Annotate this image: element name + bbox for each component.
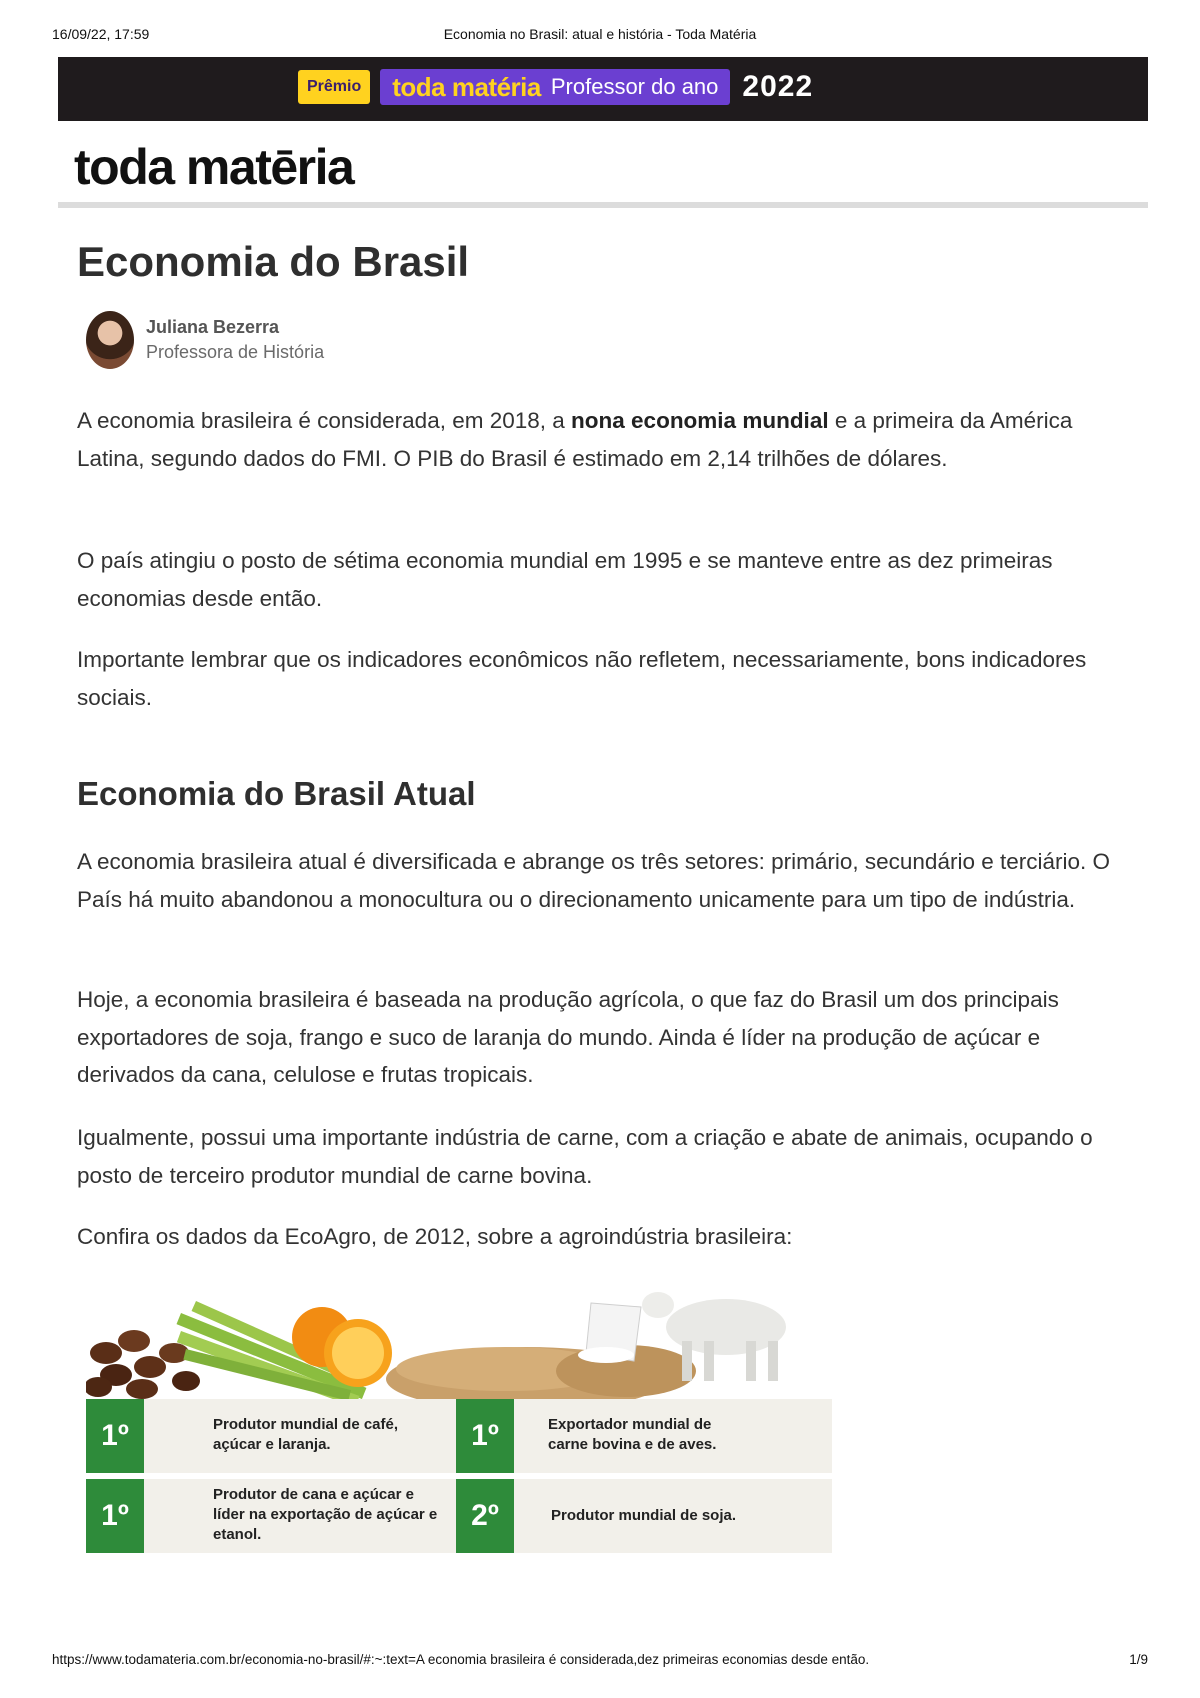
print-timestamp: 16/09/22, 17:59: [52, 26, 150, 42]
print-url[interactable]: https://www.todamateria.com.br/economia-no-brasil/#:~:text=A economia brasileira é considerada,dez primeiras economias desde então.: [52, 1652, 870, 1667]
award-banner[interactable]: [58, 57, 1148, 121]
infographic-table: [86, 1399, 832, 1553]
rank-badge: 1º: [86, 1399, 144, 1473]
infographic-cell: Produtor mundial de soja.: [551, 1507, 737, 1524]
rank-badge: 2º: [456, 1479, 514, 1553]
page-number: 1/9: [1129, 1652, 1148, 1667]
infographic-row: [86, 1399, 832, 1473]
banner-year: 2022: [742, 70, 814, 103]
print-page-title: Economia no Brasil: atual e história - Toda Matéria: [443, 26, 757, 42]
milk-cup-icon: [578, 1303, 641, 1363]
agroindustry-infographic: [86, 1283, 832, 1553]
paragraph-3: Importante lembrar que os indicadores econômicos não refletem, necessariamente, bons indicadores sociais.: [77, 647, 1087, 710]
paragraph-7: Confira os dados da EcoAgro, de 2012, sobre a agroindústria brasileira:: [77, 1224, 793, 1249]
agro-products-photo: [86, 1283, 832, 1399]
print-footer: [52, 1652, 1148, 1672]
author-name: Juliana Bezerra: [146, 317, 280, 337]
infographic-cell: Exportador mundial de carne bovina e de aves.: [548, 1416, 717, 1453]
banner-brand: toda matéria: [392, 71, 541, 102]
section-heading: Economia do Brasil Atual: [77, 775, 476, 812]
site-logo[interactable]: toda matēria: [74, 139, 354, 195]
paragraph-4: A economia brasileira atual é diversificada e abrange os três setores: primário, secundário e terciário. O País há muito abandonou a monocultura ou o direcionamento unicamente para um tipo de indústria.: [77, 849, 1111, 912]
brand-box: [380, 69, 730, 105]
author-role: Professora de História: [146, 342, 325, 362]
infographic-cell: Produtor mundial de café, açúcar e laranja.: [213, 1416, 399, 1453]
soybeans-icon: [386, 1345, 696, 1399]
rank-badge: 1º: [456, 1399, 514, 1473]
paragraph-5: Hoje, a economia brasileira é baseada na produção agrícola, o que faz do Brasil um dos principais exportadores de soja, frango e suco de laranja do mundo. Ainda é líder na produção de açúcar e derivados da cana, celulose e frutas tropicais.: [77, 987, 1059, 1087]
paragraph-1: [77, 402, 1127, 477]
header-divider: [58, 202, 1148, 208]
paragraph-6: Igualmente, possui uma importante indústria de carne, com a criação e abate de animais, ocupando o posto de terceiro produtor mundial de carne bovina.: [77, 1125, 1093, 1188]
banner-award: Professor do ano: [550, 74, 719, 99]
p1-text-end: e a primeira da América Latina, segundo dados do FMI. O PIB do Brasil é estimado em 2,14 trilhões de dólares.: [77, 408, 1073, 471]
page-title: Economia do Brasil: [77, 238, 470, 285]
avatar: [86, 311, 134, 369]
infographic-row: [86, 1479, 832, 1553]
rank-badge: 1º: [86, 1479, 144, 1553]
premio-badge: Prêmio: [298, 70, 370, 104]
infographic-cell: Produtor de cana e açúcar e líder na exportação de açúcar e etanol.: [213, 1486, 438, 1543]
p1-text-start: A economia brasileira é considerada, em 2018, a: [77, 408, 572, 433]
author-block[interactable]: [86, 310, 324, 370]
paragraph-2: O país atingiu o posto de sétima economia mundial em 1995 e se manteve entre as dez primeiras economias desde então.: [77, 548, 1053, 611]
p1-bold: nona economia mundial: [571, 408, 829, 433]
print-header: [52, 26, 1148, 48]
